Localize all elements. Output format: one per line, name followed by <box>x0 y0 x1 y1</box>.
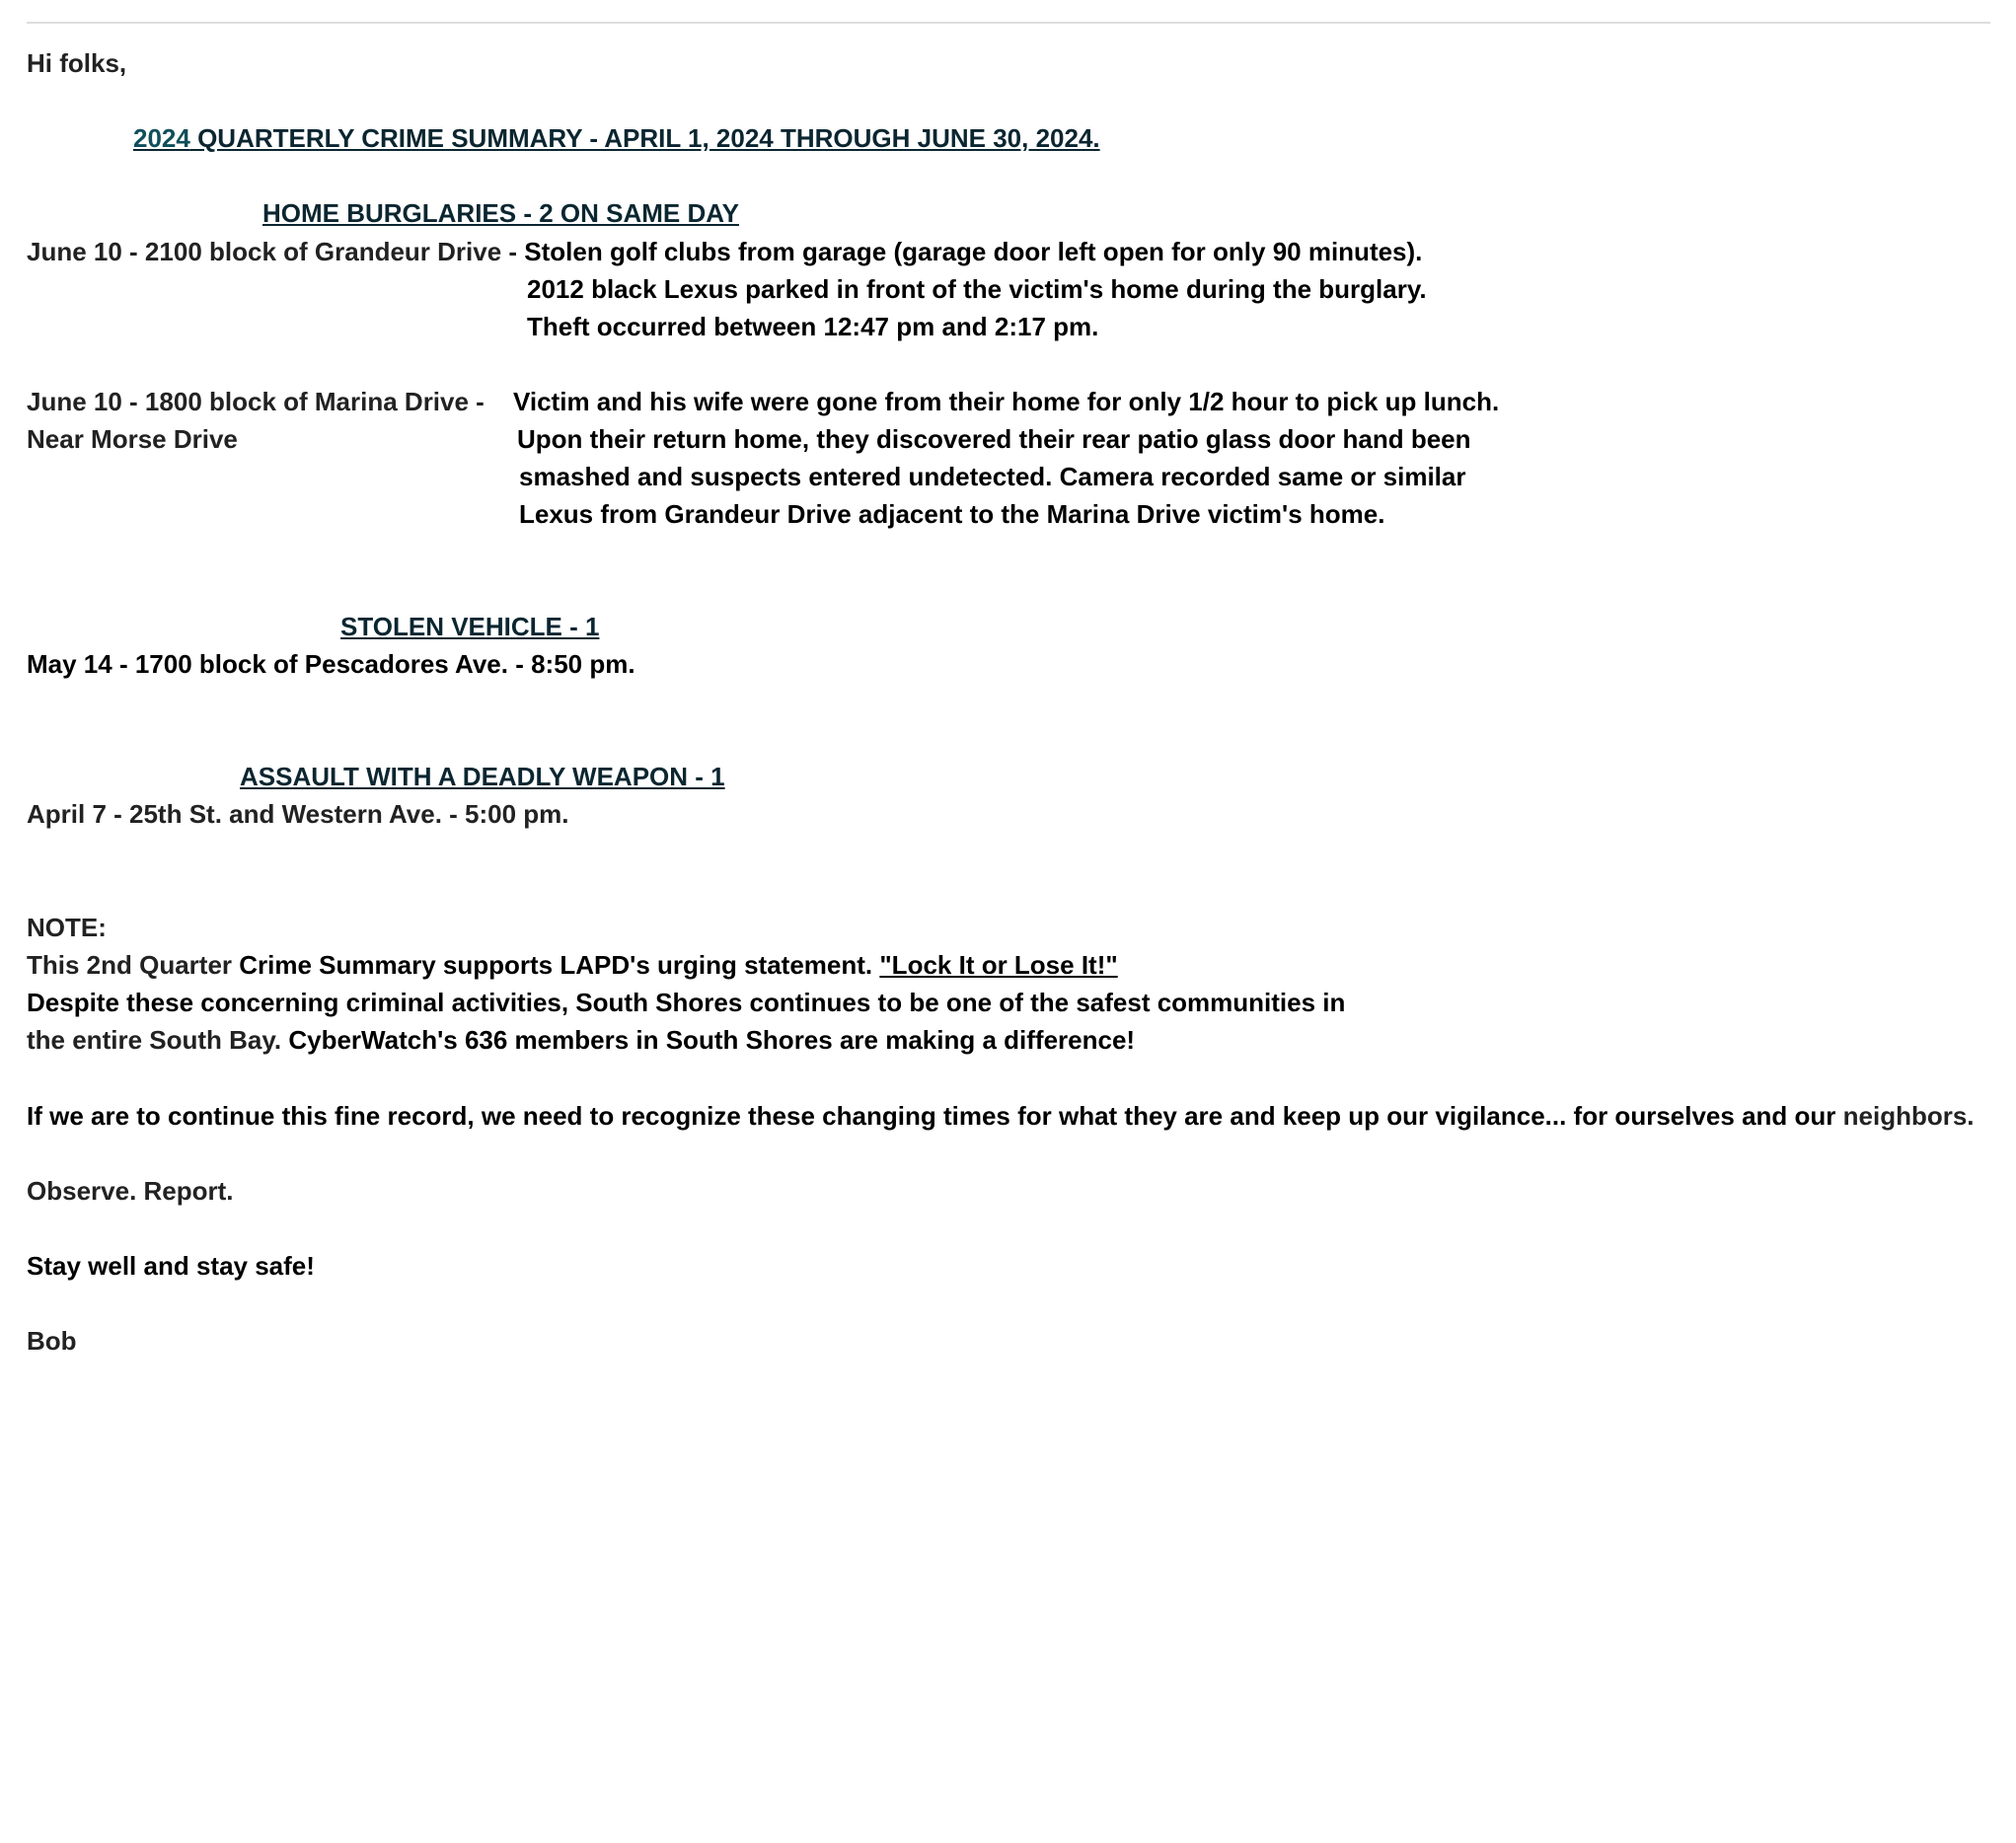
vigilance-text: If we are to continue this fine record, we need to recognize these changing times for what they are and keep up our vigilance... for ourselves and our <box>27 1101 1836 1131</box>
note-line-2: Despite these concerning criminal activities, South Shores continues to be one of the safest communities in <box>27 988 1346 1017</box>
top-divider <box>27 22 1990 24</box>
stolen-vehicle-entry: May 14 - 1700 block of Pescadores Ave. - 8:50 pm. <box>27 649 635 679</box>
greeting: Hi folks, <box>27 48 127 78</box>
vigilance-line <box>27 1100 1975 1132</box>
lock-it-link[interactable]: "Lock It or Lose It!" <box>879 950 1118 980</box>
stolen-vehicle-heading: STOLEN VEHICLE - 1 <box>340 612 600 641</box>
burglary-2-location-cross-street: Near Morse Drive <box>27 424 238 454</box>
note-line-3-b: CyberWatch's 636 members in South Shores are making a difference! <box>288 1025 1136 1055</box>
assault-heading: ASSAULT WITH A DEADLY WEAPON - 1 <box>240 762 725 791</box>
burglary-1-location-text: June 10 - 2100 block of Grandeur Drive - <box>27 237 525 266</box>
summary-heading-year: 2024 <box>133 123 190 153</box>
burglary-2-line-1: Victim and his wife were gone from their home for only 1/2 hour to pick up lunch. <box>513 387 1500 416</box>
summary-heading-rest: QUARTERLY CRIME SUMMARY - APRIL 1, 2024 THROUGH JUNE 30, 2024. <box>189 123 1100 153</box>
vigilance-neighbors: neighbors. <box>1835 1101 1975 1131</box>
assault-entry: April 7 - 25th St. and Western Ave. - 5:00 pm. <box>27 799 569 829</box>
burglary-1-line-1: Stolen golf clubs from garage (garage door left open for only 90 minutes). <box>524 237 1423 266</box>
note-line-1-b: Crime Summary supports LAPD's urging statement. <box>239 950 880 980</box>
burglary-2-location: June 10 - 1800 block of Marina Drive - <box>27 387 485 416</box>
burglary-1-location <box>27 236 1422 267</box>
stay-safe: Stay well and stay safe! <box>27 1251 315 1281</box>
signature: Bob <box>27 1326 77 1356</box>
summary-heading <box>133 122 1100 154</box>
note-line-3-a: the entire South Bay. <box>27 1025 289 1055</box>
note-line-1 <box>27 949 1118 981</box>
burglary-1-line-3: Theft occurred between 12:47 pm and 2:17 pm. <box>527 312 1099 341</box>
observe-report: Observe. Report. <box>27 1176 234 1206</box>
burglary-1-line-2: 2012 black Lexus parked in front of the victim's home during the burglary. <box>527 274 1427 304</box>
note-line-1-a: This 2nd Quarter <box>27 950 240 980</box>
burglary-2-line-3: smashed and suspects entered undetected. Camera recorded same or similar <box>519 462 1466 491</box>
note-label: NOTE: <box>27 913 107 942</box>
burglary-2-line-2: Upon their return home, they discovered their rear patio glass door hand been <box>517 424 1471 454</box>
note-line-3 <box>27 1024 1135 1056</box>
burglaries-heading: HOME BURGLARIES - 2 ON SAME DAY <box>262 198 739 228</box>
burglary-2-line-4: Lexus from Grandeur Drive adjacent to the Marina Drive victim's home. <box>519 499 1385 529</box>
